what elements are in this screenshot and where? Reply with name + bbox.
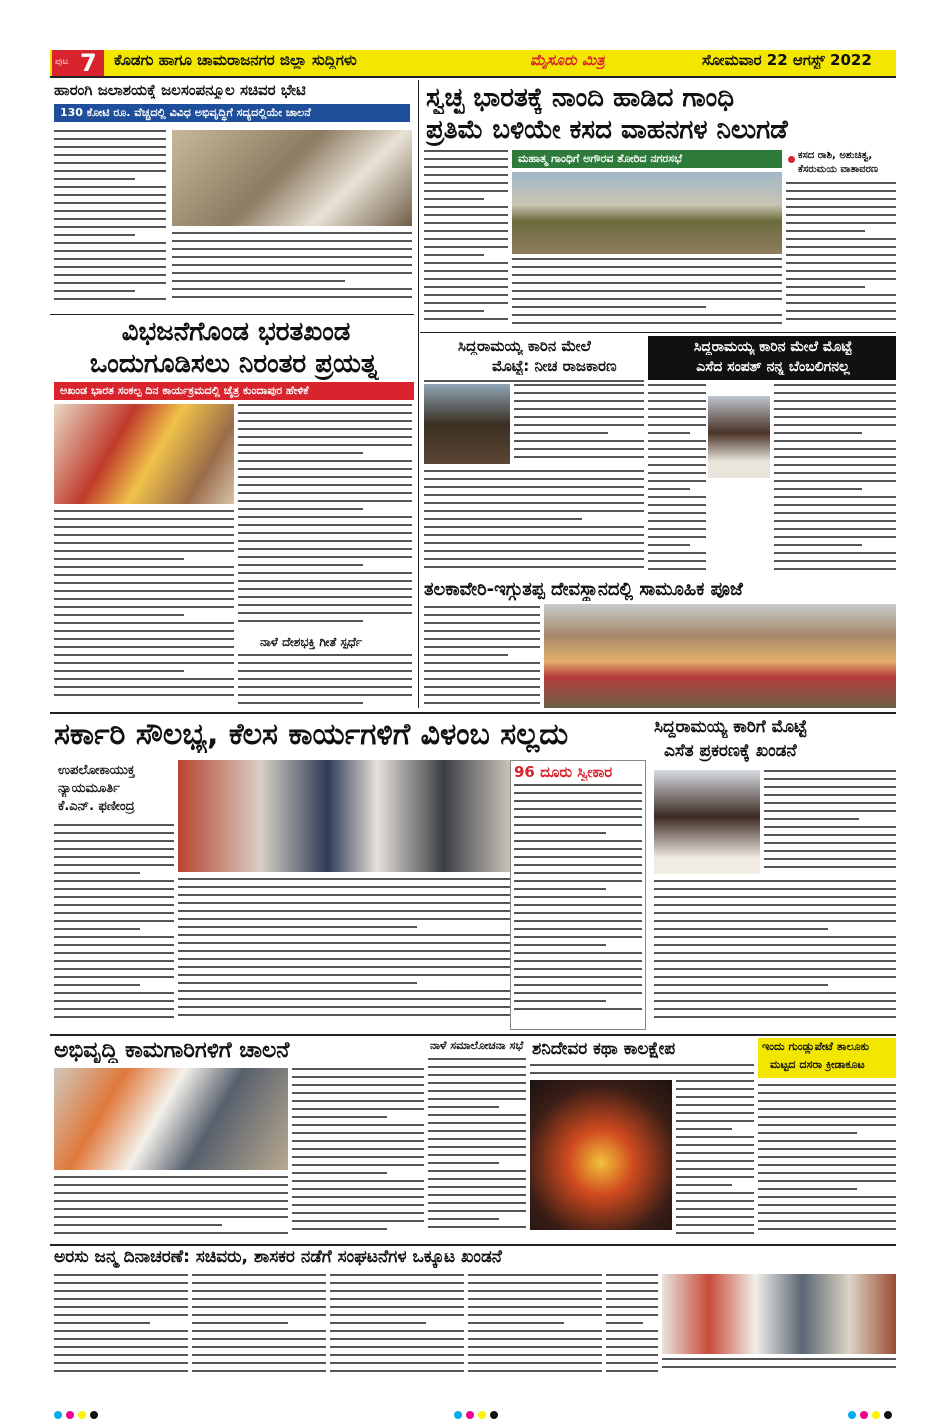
magenta-mark <box>466 1411 474 1419</box>
section-divider-5 <box>50 1244 896 1246</box>
arasu-body-col1 <box>54 1274 188 1378</box>
siddu-car-headline-1: ಸಿದ್ದರಾಮಯ್ಯ ಕಾರಿನ ಮೇಲೆ <box>458 338 591 355</box>
swachh-headline-2: ಪ್ರತಿಮೆ ಬಳಿಯೇ ಕಸದ ವಾಹನಗಳ ನಿಲುಗಡೆ <box>426 116 788 145</box>
siddu-car-headline-2: ಮೊಟ್ಟೆ: ನೀಚ ರಾಜಕಾರಣ <box>492 358 617 375</box>
yellow-mark <box>78 1411 86 1419</box>
abhivruddhi-headline: ಅಭಿವೃದ್ಧಿ ಕಾಮಗಾರಿಗಳಿಗೆ ಚಾಲನೆ <box>54 1038 290 1063</box>
arasu-photo-caption <box>662 1358 896 1378</box>
sarkari-side-3: ಕೆ.ಎನ್. ಫಣೀಂದ್ರ <box>58 800 135 814</box>
sarkari-side-2: ನ್ಯಾಯಮೂರ್ತಿ <box>58 782 120 796</box>
siddu-sampath-body-col2 <box>774 384 896 574</box>
siddu-car-body-col3 <box>424 470 644 576</box>
masthead: ಮೈಸೂರು ಮಿತ್ರ <box>530 52 605 69</box>
harangi-headline: ಹಾರಂಗಿ ಜಲಾಶಯಕ್ಕೆ ಜಲಸಂಪನ್ಮೂಲ ಸಚಿವರ ಭೇಟಿ <box>54 82 306 99</box>
cyan-mark <box>54 1411 62 1419</box>
siddu-khandane-headline-1: ಸಿದ್ದರಾಮಯ್ಯ ಕಾರಿಗೆ ಮೊಟ್ಟೆ <box>654 718 808 737</box>
swachh-headline-1: ಸ್ವಚ್ಛ ಭಾರತಕ್ಕೆ ನಾಂದಿ ಹಾಡಿದ ಗಾಂಧಿ <box>426 84 734 113</box>
footer-color-marks-center <box>452 1404 500 1423</box>
abhivruddhi-body-col1 <box>292 1068 424 1240</box>
complaints-box-body <box>514 784 642 1026</box>
black-mark <box>884 1411 892 1419</box>
arasu-body-col4 <box>468 1274 602 1378</box>
swachh-body-col2 <box>512 258 782 328</box>
sarkari-headline: ಸರ್ಕಾರಿ ಸೌಲಭ್ಯ, ಕೆಲಸ ಕಾರ್ಯಗಳಿಗೆ ವಿಳಂಬ ಸಲ್ಲದು <box>54 718 569 752</box>
page-date: ಸೋಮವಾರ 22 ಆಗಸ್ಟ್ 2022 <box>702 52 872 69</box>
swachh-side-head-1: ಕಸದ ರಾಶಿ, ಅಶುಚಿತ್ವ, <box>798 150 873 161</box>
arasu-body-col2 <box>192 1274 326 1378</box>
siddu-car-body-col2 <box>514 384 644 464</box>
siddu-khandane-body-col1 <box>764 770 896 874</box>
shanidevara-body-top <box>530 1064 754 1078</box>
swachh-body-col1 <box>424 150 508 328</box>
abhivruddhi-photo <box>54 1068 288 1170</box>
arasu-body-col3 <box>330 1274 464 1378</box>
harangi-body-col1 <box>54 130 166 308</box>
footer-color-marks-right <box>846 1404 894 1423</box>
arasu-photo <box>662 1274 896 1354</box>
swachh-side-head-2: ಕೆಸರುಮಯ ವಾತಾವರಣ <box>798 164 878 175</box>
arasu-headline: ಅರಸು ಜನ್ಮ ದಿನಾಚರಣೆ: ಸಚಿವರು, ಶಾಸಕರ ನಡೆಗೆ ಸಂಘಟನೆಗಳ ಒಕ್ಕೂಟ ಖಂಡನೆ <box>54 1248 502 1267</box>
shanidevara-body <box>676 1080 754 1240</box>
section-title: ಕೊಡಗು ಹಾಗೂ ಚಾಮರಾಜನಗರ ಜಿಲ್ಲಾ ಸುದ್ದಿಗಳು <box>114 52 357 69</box>
page-number-badge <box>52 50 104 76</box>
vibhajane-headline-2: ಒಂದುಗೂಡಿಸಲು ನಿರಂತರ ಪ್ರಯತ್ನ <box>89 350 379 379</box>
siddu-sampath-headline-2: ಎಸೆದ ಸಂಪತ್ ನನ್ನ ಬೆಂಬಲಿಗನಲ್ಲ <box>696 359 850 375</box>
yellow-mark <box>478 1411 486 1419</box>
geete-headline: ನಾಳೆ ದೇಶಭಕ್ತಿ ಗೀತೆ ಸ್ಪರ್ಧೆ <box>260 636 363 649</box>
vibhajane-body-col2 <box>238 404 412 630</box>
geete-body <box>238 654 412 708</box>
page-number: 7 <box>80 49 97 77</box>
page-prefix: ಪುಟ <box>55 57 69 67</box>
vibhajane-strip: ಅಖಂಡ ಭಾರತ ಸಂಕಲ್ಪ ದಿನ ಕಾರ್ಯಕ್ರಮದಲ್ಲಿ ಚೈತ್ರ ಕುಂದಾಪುರ ಹೇಳಿಕೆ <box>54 382 414 400</box>
siddu-car-portrait <box>424 384 510 464</box>
section-divider-2 <box>420 332 896 333</box>
shanidevara-photo <box>530 1080 672 1230</box>
complaints-box-title: 96 ದೂರು ಸ್ವೀಕಾರ <box>514 764 613 781</box>
swachh-strip: ಮಹಾತ್ಮ ಗಾಂಧಿಗೆ ಅಗೌರವ ತೋರಿದ ನಗರಸಭೆ <box>512 150 782 168</box>
siddu-sampath-portrait <box>708 396 770 478</box>
talakaveri-photo <box>544 604 896 708</box>
sarkari-side-1: ಉಪಲೋಕಾಯುಕ್ತ <box>58 764 135 778</box>
sarkari-body-col1 <box>54 824 174 1030</box>
shanidevara-headline: ಶನಿದೇವರ ಕಥಾ ಕಾಲಕ್ಷೇಪ <box>532 1040 676 1059</box>
swachh-side-bullet <box>788 156 795 163</box>
black-mark <box>490 1411 498 1419</box>
vibhajane-body-col1 <box>54 510 234 706</box>
sarkari-photo <box>178 760 510 872</box>
vibhajane-photo <box>54 404 234 504</box>
section-divider-3 <box>50 712 896 714</box>
cyan-mark <box>848 1411 856 1419</box>
yellow-mark <box>872 1411 880 1419</box>
siddu-sampath-body-col1 <box>648 384 706 574</box>
dasara-body <box>758 1084 896 1240</box>
arasu-body-col5 <box>606 1274 658 1378</box>
section-divider-4 <box>50 1034 896 1036</box>
harangi-photo <box>172 130 412 226</box>
black-mark <box>90 1411 98 1419</box>
siddu-sampath-headline-1: ಸಿದ್ದರಾಮಯ್ಯ ಕಾರಿನ ಮೇಲೆ ಮೊಟ್ಟೆ <box>693 339 853 355</box>
talakaveri-headline: ತಲಕಾವೇರಿ-ಇಗ್ಗುತಪ್ಪ ದೇವಸ್ಥಾನದಲ್ಲಿ ಸಾಮೂಹಿಕ ಪೂಜೆ <box>424 580 743 600</box>
vibhajane-headline-1: ವಿಭಜನೆಗೊಂಡ ಭರತಖಂಡ <box>121 318 351 347</box>
magenta-mark <box>860 1411 868 1419</box>
samalochana-body <box>428 1058 526 1240</box>
siddu-khandane-headline-2: ಎಸೆತ ಪ್ರಕರಣಕ್ಕೆ ಖಂಡನೆ <box>664 742 797 761</box>
garbage-vehicles-photo <box>512 172 782 254</box>
column-divider <box>418 80 419 708</box>
dasara-headline-2: ಮಟ್ಟದ ದಸರಾ ಕ್ರೀಡಾಕೂಟ <box>770 1059 865 1071</box>
harangi-strip: 130 ಕೋಟಿ ರೂ. ವೆಚ್ಚದಲ್ಲಿ ವಿವಿಧ ಅಭಿವೃದ್ಧಿಗೆ ಸದ್ಯದಲ್ಲಿಯೇ ಚಾಲನೆ <box>54 104 410 122</box>
harangi-body-col2 <box>172 232 412 308</box>
abhivruddhi-body-col2 <box>54 1176 288 1240</box>
section-divider-1 <box>50 314 414 315</box>
talakaveri-body <box>424 606 540 708</box>
magenta-mark <box>66 1411 74 1419</box>
footer-color-marks-left <box>52 1404 100 1423</box>
sarkari-body-col2 <box>178 878 510 1030</box>
samalochana-headline: ನಾಳೆ ಸಮಾಲೋಚನಾ ಸಭೆ <box>430 1040 524 1052</box>
swachh-body-col3 <box>786 182 896 328</box>
siddu-khandane-body-col2 <box>654 880 896 1030</box>
cyan-mark <box>454 1411 462 1419</box>
siddu-khandane-portrait <box>654 770 760 874</box>
dasara-headline-1: ಇಂದು ಗುಂಡ್ಲುಪೇಟೆ ತಾಲೂಕು <box>762 1041 870 1053</box>
